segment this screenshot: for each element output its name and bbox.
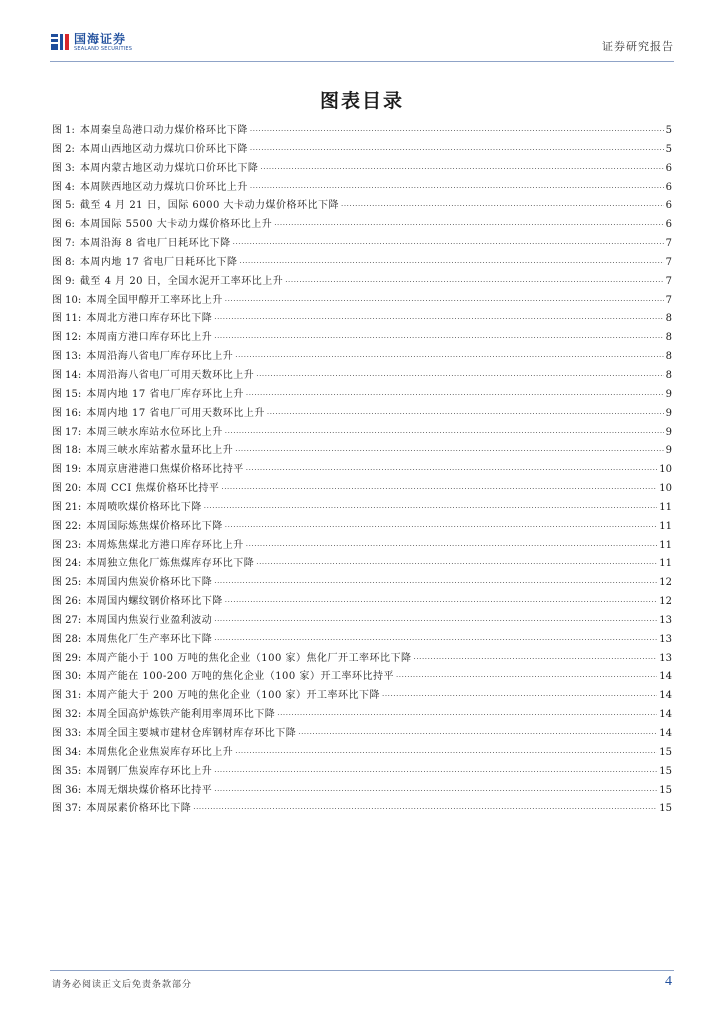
toc-entry[interactable] bbox=[52, 272, 672, 291]
toc-entry-title[interactable]: 本周沿海八省电厂库存环比上升 bbox=[86, 351, 234, 363]
toc-entry-label: 图 4: bbox=[52, 181, 75, 193]
toc-entry-title[interactable]: 本周秦皇岛港口动力煤价格环比下降 bbox=[79, 125, 248, 136]
toc-entry-title[interactable]: 本周独立焦化厂炼焦煤库存环比下降 bbox=[86, 558, 255, 570]
toc-dot-leader bbox=[235, 743, 657, 755]
toc-entry-page[interactable]: 11 bbox=[659, 539, 672, 551]
toc-entry-title[interactable]: 本周国内焦炭行业盈利波动 bbox=[86, 614, 213, 626]
toc-dot-leader bbox=[246, 460, 657, 472]
toc-dot-leader bbox=[250, 140, 664, 152]
toc-dot-leader bbox=[285, 272, 663, 284]
toc-entry[interactable] bbox=[52, 762, 672, 781]
toc-entry-label: 图 19: bbox=[52, 464, 82, 476]
toc-entry[interactable] bbox=[52, 724, 672, 743]
toc-entry-label: 图 7: bbox=[52, 238, 75, 250]
footer-divider bbox=[50, 970, 674, 971]
toc-entry-page[interactable]: 9 bbox=[665, 407, 672, 419]
toc-entry-label: 图 14: bbox=[52, 369, 82, 381]
toc-entry[interactable] bbox=[52, 159, 672, 178]
toc-entry-page[interactable]: 6 bbox=[665, 181, 672, 193]
toc-entry-page[interactable]: 7 bbox=[665, 294, 672, 306]
toc-entry-label: 图 33: bbox=[52, 728, 82, 739]
toc-dot-leader bbox=[214, 630, 657, 642]
toc-entry[interactable] bbox=[52, 328, 672, 347]
toc-entry-label: 图 36: bbox=[52, 784, 82, 796]
toc-entry[interactable] bbox=[52, 649, 672, 668]
toc-entry-title[interactable]: 本周喷吹煤价格环比下降 bbox=[86, 501, 202, 513]
toc-entry-title[interactable]: 本周京唐港港口焦煤价格环比持平 bbox=[86, 464, 244, 476]
toc-entry-title[interactable]: 本周产能在 100-200 万吨的焦化企业（100 家）开工率环比持平 bbox=[86, 671, 394, 683]
toc-entry-page[interactable]: 10 bbox=[659, 464, 672, 476]
toc-entry[interactable] bbox=[52, 441, 672, 460]
footer-disclaimer: 请务必阅读正文后免责条款部分 bbox=[52, 980, 193, 990]
toc-dot-leader bbox=[260, 159, 663, 171]
toc-entry-title[interactable]: 本周北方港口库存环比下降 bbox=[86, 313, 213, 325]
toc-dot-leader bbox=[240, 253, 664, 265]
toc-dot-leader bbox=[214, 309, 663, 321]
toc-dot-leader bbox=[341, 196, 664, 208]
toc-entry-page[interactable]: 6 bbox=[665, 219, 672, 231]
toc-entry[interactable] bbox=[52, 347, 672, 366]
toc-entry-page[interactable]: 11 bbox=[659, 558, 672, 570]
toc-dot-leader bbox=[382, 686, 657, 698]
logo-english-name: SEALAND SECURITIES bbox=[74, 45, 133, 52]
toc-dot-leader bbox=[225, 291, 664, 303]
toc-entry-title[interactable]: 本周尿素价格环比下降 bbox=[86, 803, 192, 815]
toc-entry-title[interactable]: 本周 CCI 焦煤价格环比持平 bbox=[86, 483, 220, 495]
toc-entry[interactable] bbox=[52, 498, 672, 517]
toc-dot-leader bbox=[298, 724, 657, 736]
toc-entry-label: 图 35: bbox=[52, 765, 82, 777]
toc-entry-label: 图 15: bbox=[52, 388, 82, 400]
toc-entry[interactable] bbox=[52, 743, 672, 762]
toc-dot-leader bbox=[396, 667, 657, 679]
toc-entry-label: 图 10: bbox=[52, 294, 82, 306]
toc-entry-label: 图 11: bbox=[52, 313, 82, 325]
footer-page-number: 4 bbox=[665, 974, 672, 989]
toc-entry-page[interactable]: 14 bbox=[659, 690, 672, 702]
toc-dot-leader bbox=[256, 366, 663, 378]
toc-entry[interactable] bbox=[52, 234, 672, 253]
toc-entry-page[interactable]: 14 bbox=[659, 728, 672, 739]
toc-entry[interactable] bbox=[52, 460, 672, 479]
toc-entry-title[interactable]: 本周钢厂焦炭库存环比上升 bbox=[86, 765, 213, 777]
toc-entry-label: 图 23: bbox=[52, 539, 82, 551]
toc-entry[interactable] bbox=[52, 781, 672, 800]
toc-entry-page[interactable]: 5 bbox=[665, 143, 672, 155]
toc-dot-leader bbox=[214, 762, 657, 774]
toc-entry[interactable] bbox=[52, 667, 672, 686]
toc-entry-title[interactable]: 本周内地 17 省电厂日耗环比下降 bbox=[79, 256, 238, 268]
toc-entry-page[interactable]: 11 bbox=[659, 520, 672, 532]
toc-dot-leader bbox=[221, 479, 657, 491]
toc-dot-leader bbox=[235, 441, 663, 453]
toc-entry[interactable] bbox=[52, 366, 672, 385]
toc-dot-leader bbox=[233, 234, 664, 246]
sealand-logo bbox=[50, 32, 132, 52]
toc-entry-page[interactable]: 12 bbox=[659, 596, 672, 608]
toc-dot-leader bbox=[256, 554, 657, 566]
toc-entry-title[interactable]: 本周产能小于 100 万吨的焦化企业（100 家）焦化厂开工率环比下降 bbox=[86, 652, 412, 664]
report-type-label: 证券研究报告 bbox=[602, 40, 674, 53]
toc-entry-page[interactable]: 7 bbox=[665, 256, 672, 268]
toc-entry-page[interactable]: 6 bbox=[665, 162, 672, 174]
toc-entry-page[interactable]: 8 bbox=[665, 332, 672, 344]
toc-entry-label: 图 2: bbox=[52, 143, 75, 155]
toc-entry-label: 图 31: bbox=[52, 690, 82, 702]
toc-entry-label: 图 26: bbox=[52, 596, 82, 608]
toc-entry-title[interactable]: 本周三峡水库站水位环比上升 bbox=[86, 426, 223, 438]
toc-entry-label: 图 5: bbox=[52, 200, 75, 212]
toc-entry-title[interactable]: 截至 4 月 20 日，全国水泥开工率环比上升 bbox=[79, 275, 284, 287]
logo-chinese-name: 国海证券 bbox=[74, 31, 127, 46]
toc-dot-leader bbox=[204, 498, 657, 510]
toc-entry-title[interactable]: 本周产能大于 200 万吨的焦化企业（100 家）开工率环比下降 bbox=[86, 690, 380, 702]
toc-entry[interactable] bbox=[52, 630, 672, 649]
toc-dot-leader bbox=[277, 705, 657, 717]
toc-dot-leader bbox=[246, 536, 657, 548]
toc-entry-label: 图 20: bbox=[52, 483, 82, 495]
toc-entry-label: 图 37: bbox=[52, 803, 82, 815]
toc-entry-title[interactable]: 本周内地 17 省电厂可用天数环比上升 bbox=[86, 407, 265, 419]
toc-dot-leader bbox=[250, 178, 664, 190]
toc-dot-leader bbox=[214, 573, 657, 585]
toc-entry-title[interactable]: 本周炼焦煤北方港口库存环比上升 bbox=[86, 539, 244, 551]
toc-entry-page[interactable]: 15 bbox=[659, 803, 672, 815]
toc-entry-label: 图 16: bbox=[52, 407, 82, 419]
toc-entry-label: 图 13: bbox=[52, 351, 82, 363]
toc-entry-title[interactable]: 本周焦化企业焦炭库存环比上升 bbox=[86, 746, 234, 758]
toc-entry-title[interactable]: 本周内地 17 省电厂库存环比上升 bbox=[86, 388, 244, 400]
toc-dot-leader bbox=[214, 611, 657, 623]
toc-entry-label: 图 27: bbox=[52, 614, 82, 626]
toc-entry-label: 图 30: bbox=[52, 671, 82, 683]
toc-entry[interactable] bbox=[52, 592, 672, 611]
toc-entry[interactable] bbox=[52, 291, 672, 310]
toc-entry[interactable] bbox=[52, 253, 672, 272]
toc-entry-title[interactable]: 本周沿海 8 省电厂日耗环比下降 bbox=[79, 238, 231, 250]
toc-entry-label: 图 22: bbox=[52, 520, 82, 532]
toc-entry-title[interactable]: 本周全国甲醇开工率环比上升 bbox=[86, 294, 223, 306]
toc-entry[interactable] bbox=[52, 686, 672, 705]
toc-entry-title[interactable]: 本周南方港口库存环比上升 bbox=[86, 332, 213, 344]
toc-entry-page[interactable]: 13 bbox=[659, 652, 672, 664]
figure-toc-list bbox=[52, 121, 672, 818]
toc-entry[interactable] bbox=[52, 121, 672, 140]
toc-entry-label: 图 1: bbox=[52, 125, 75, 136]
toc-entry-title[interactable]: 本周国际炼焦煤价格环比下降 bbox=[86, 520, 223, 532]
toc-entry[interactable] bbox=[52, 799, 672, 818]
toc-entry[interactable] bbox=[52, 309, 672, 328]
toc-entry[interactable] bbox=[52, 573, 672, 592]
toc-dot-leader bbox=[274, 215, 663, 227]
toc-dot-leader bbox=[214, 781, 657, 793]
toc-entry[interactable] bbox=[52, 611, 672, 630]
toc-entry-title[interactable]: 本周陕西地区动力煤坑口价环比上升 bbox=[79, 181, 248, 193]
toc-entry[interactable] bbox=[52, 554, 672, 573]
toc-dot-leader bbox=[250, 121, 664, 133]
page-title: 图表目录 bbox=[319, 90, 404, 112]
toc-entry[interactable] bbox=[52, 215, 672, 234]
toc-entry-title[interactable]: 本周无烟块煤价格环比持平 bbox=[86, 784, 213, 796]
toc-dot-leader bbox=[246, 385, 664, 397]
toc-entry[interactable] bbox=[52, 536, 672, 555]
toc-dot-leader bbox=[193, 799, 657, 811]
toc-entry-page[interactable]: 15 bbox=[659, 765, 672, 777]
toc-entry-label: 图 25: bbox=[52, 577, 82, 589]
toc-entry-title[interactable]: 本周焦化厂生产率环比下降 bbox=[86, 633, 213, 645]
toc-entry-page[interactable]: 13 bbox=[659, 614, 672, 626]
toc-entry[interactable] bbox=[52, 385, 672, 404]
toc-entry-label: 图 24: bbox=[52, 558, 82, 570]
toc-entry[interactable] bbox=[52, 517, 672, 536]
sealand-logo-icon bbox=[50, 32, 70, 52]
toc-entry-title[interactable]: 本周内蒙古地区动力煤坑口价环比下降 bbox=[79, 162, 259, 174]
toc-entry-title[interactable]: 本周三峡水库站蓄水量环比上升 bbox=[86, 445, 234, 457]
toc-entry-page[interactable]: 8 bbox=[665, 369, 672, 381]
toc-entry-page[interactable]: 14 bbox=[659, 671, 672, 683]
toc-entry-label: 图 28: bbox=[52, 633, 82, 645]
toc-entry-page[interactable]: 14 bbox=[659, 709, 672, 721]
toc-dot-leader bbox=[414, 649, 658, 661]
toc-entry-page[interactable]: 15 bbox=[659, 746, 672, 758]
toc-entry-title[interactable]: 本周全国主要城市建材仓库钢材库存环比下降 bbox=[86, 728, 297, 739]
toc-dot-leader bbox=[225, 592, 657, 604]
toc-entry[interactable] bbox=[52, 479, 672, 498]
toc-dot-leader bbox=[267, 404, 664, 416]
toc-entry-page[interactable]: 9 bbox=[665, 445, 672, 457]
toc-entry-page[interactable]: 7 bbox=[665, 275, 672, 287]
toc-entry[interactable] bbox=[52, 140, 672, 159]
toc-dot-leader bbox=[214, 328, 663, 340]
toc-entry-title[interactable]: 本周全国高炉炼铁产能利用率周环比下降 bbox=[86, 709, 276, 721]
toc-entry-page[interactable]: 13 bbox=[659, 633, 672, 645]
toc-entry[interactable] bbox=[52, 196, 672, 215]
toc-entry[interactable] bbox=[52, 178, 672, 197]
toc-entry-page[interactable]: 10 bbox=[659, 483, 672, 495]
toc-entry-label: 图 17: bbox=[52, 426, 82, 438]
toc-entry-page[interactable]: 8 bbox=[665, 351, 672, 363]
toc-entry-title[interactable]: 本周沿海八省电厂可用天数环比上升 bbox=[86, 369, 255, 381]
toc-entry-page[interactable]: 5 bbox=[665, 125, 672, 136]
toc-entry-page[interactable]: 7 bbox=[665, 238, 672, 250]
toc-entry-page[interactable]: 6 bbox=[665, 200, 672, 212]
toc-entry-label: 图 12: bbox=[52, 332, 82, 344]
header-divider bbox=[50, 61, 674, 62]
toc-entry-label: 图 29: bbox=[52, 652, 82, 664]
toc-entry-label: 图 9: bbox=[52, 275, 75, 287]
toc-entry[interactable] bbox=[52, 404, 672, 423]
toc-entry-title[interactable]: 本周国内焦炭价格环比下降 bbox=[86, 577, 213, 589]
toc-entry-page[interactable]: 15 bbox=[659, 784, 672, 796]
toc-entry-label: 图 21: bbox=[52, 501, 82, 513]
toc-entry-label: 图 18: bbox=[52, 445, 82, 457]
toc-dot-leader bbox=[235, 347, 663, 359]
toc-entry-page[interactable]: 9 bbox=[665, 426, 672, 438]
toc-entry-title[interactable]: 截至 4 月 21 日，国际 6000 大卡动力煤价格环比下降 bbox=[79, 200, 340, 212]
toc-entry-label: 图 32: bbox=[52, 709, 82, 721]
toc-entry-title[interactable]: 本周国际 5500 大卡动力煤价格环比上升 bbox=[79, 219, 273, 231]
page-header bbox=[50, 30, 674, 58]
toc-entry-label: 图 3: bbox=[52, 162, 75, 174]
toc-entry-page[interactable]: 8 bbox=[665, 313, 672, 325]
toc-entry-title[interactable]: 本周国内螺纹钢价格环比下降 bbox=[86, 596, 223, 608]
toc-entry[interactable] bbox=[52, 423, 672, 442]
toc-dot-leader bbox=[225, 517, 657, 529]
toc-entry-label: 图 6: bbox=[52, 219, 75, 231]
toc-entry-page[interactable]: 9 bbox=[665, 388, 672, 400]
toc-dot-leader bbox=[225, 423, 664, 435]
toc-entry[interactable] bbox=[52, 705, 672, 724]
toc-entry-page[interactable]: 12 bbox=[659, 577, 672, 589]
toc-entry-label: 图 8: bbox=[52, 256, 75, 268]
toc-entry-label: 图 34: bbox=[52, 746, 82, 758]
toc-entry-page[interactable]: 11 bbox=[659, 501, 672, 513]
toc-entry-title[interactable]: 本周山西地区动力煤坑口价环比下降 bbox=[79, 143, 248, 155]
